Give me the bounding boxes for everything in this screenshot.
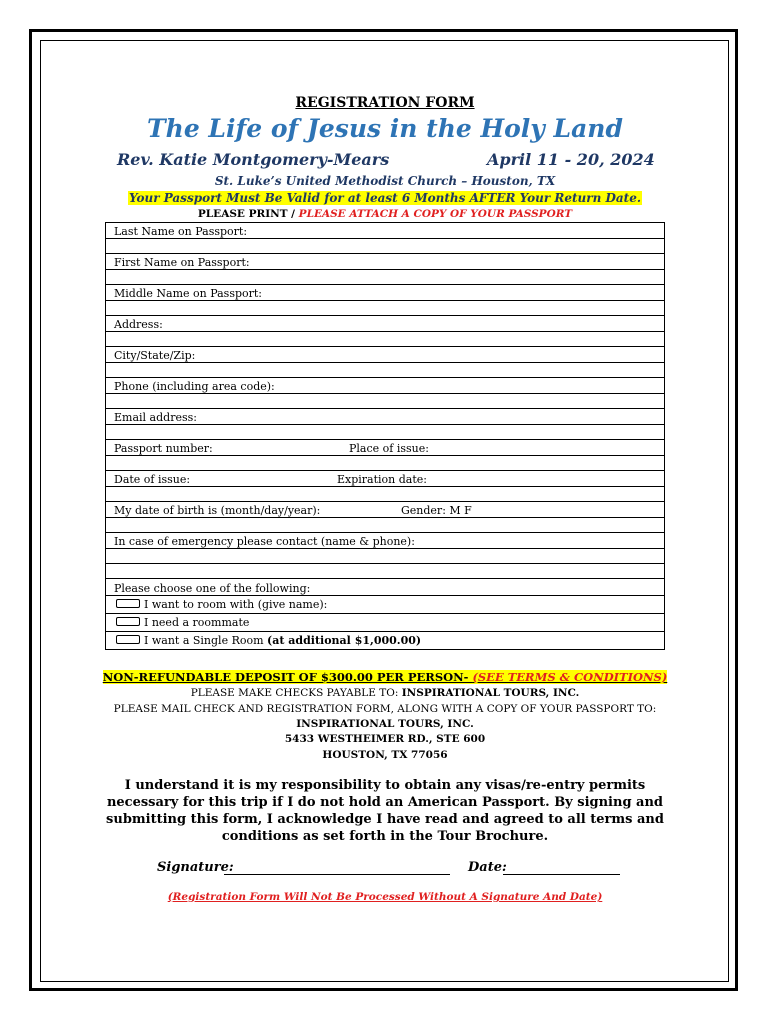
field-label: Please choose one of the following: (114, 582, 311, 595)
field-line[interactable] (105, 270, 665, 285)
field-label: Date of issue: (114, 473, 191, 486)
signature-disclaimer: (Registration Form Will Not Be Processed Without A Signature And Date) (167, 891, 603, 903)
field-line[interactable] (105, 301, 665, 316)
form-heading: REGISTRATION FORM (295, 95, 475, 111)
field-dob[interactable] (105, 502, 665, 518)
mailing-address-line1: INSPIRATIONAL TOURS, INC. (296, 718, 474, 730)
field-email[interactable] (105, 409, 665, 425)
field-line[interactable] (105, 549, 665, 564)
passport-validity-note: Your Passport Must Be Valid for at least 6 Months AFTER Your Return Date. (128, 191, 642, 205)
field-line[interactable] (105, 518, 665, 533)
field-label-gender: Gender: M F (401, 504, 472, 517)
field-label: First Name on Passport: (114, 256, 250, 269)
mail-instructions: PLEASE MAIL CHECK AND REGISTRATION FORM, ALONG WITH A COPY OF YOUR PASSPORT TO: (113, 703, 657, 715)
agreement-text: I understand it is my responsibility to obtain any visas/re-entry permits necessary for this trip if I do not hold an American Passport. By signing and submitting this form, I acknowledge I have read and agreed to all terms and conditions as set forth in the Tour Brochure. (106, 778, 664, 844)
registration-form-table (105, 222, 665, 650)
field-label: Phone (including area code): (114, 380, 275, 393)
signature-label: Signature: (157, 860, 234, 875)
terms-link[interactable]: (SEE TERMS & CONDITIONS) (472, 670, 668, 684)
date-label: Date: (468, 860, 507, 875)
tour-title: The Life of Jesus in the Holy Land (147, 114, 623, 143)
date-field[interactable] (503, 874, 620, 875)
field-emergency-contact[interactable] (105, 533, 665, 549)
checkbox-need-roommate[interactable] (116, 617, 140, 626)
single-room-cost: (at additional $1,000.00) (267, 634, 422, 647)
field-line[interactable] (105, 425, 665, 440)
signature-field[interactable] (224, 874, 450, 875)
room-choice-heading (105, 579, 665, 596)
field-label: Email address: (114, 411, 197, 424)
field-label: Last Name on Passport: (114, 225, 248, 238)
field-line[interactable] (105, 239, 665, 254)
field-label: City/State/Zip: (114, 349, 196, 362)
field-line[interactable] (105, 332, 665, 347)
field-line[interactable] (105, 456, 665, 471)
field-label: My date of birth is (month/day/year): (114, 504, 321, 517)
field-middle-name[interactable] (105, 285, 665, 301)
mailing-address-line3: HOUSTON, TX 77056 (322, 749, 448, 761)
field-last-name[interactable] (105, 223, 665, 239)
single-room-label: I want a Single Room (144, 634, 268, 647)
tour-dates: April 11 - 20, 2024 (487, 150, 655, 169)
checkbox-single-room[interactable] (116, 635, 140, 644)
payee-name: INSPIRATIONAL TOURS, INC. (401, 687, 580, 699)
field-line[interactable] (105, 394, 665, 409)
checkbox-room-with[interactable] (116, 599, 140, 608)
tour-leader: Rev. Katie Montgomery-Mears (117, 150, 390, 169)
option-label (144, 633, 421, 648)
field-label: Passport number: (114, 442, 213, 455)
field-city-state-zip[interactable] (105, 347, 665, 363)
checks-payable-line (0, 686, 770, 701)
field-label: Middle Name on Passport: (114, 287, 263, 300)
field-address[interactable] (105, 316, 665, 332)
church-name: St. Luke’s United Methodist Church – Houston, TX (214, 174, 556, 188)
print-instruction: PLEASE PRINT / (197, 208, 299, 220)
field-label-expiration: Expiration date: (337, 473, 427, 486)
field-line[interactable] (105, 363, 665, 378)
field-date-of-issue[interactable] (105, 471, 665, 487)
room-option-room-with[interactable] (105, 596, 665, 614)
field-label: Address: (114, 318, 163, 331)
field-first-name[interactable] (105, 254, 665, 270)
room-option-single-room[interactable] (105, 632, 665, 650)
deposit-line (0, 670, 770, 684)
mailing-address-line2: 5433 WESTHEIMER RD., STE 600 (284, 733, 486, 745)
passport-note-line (0, 191, 770, 205)
deposit-amount: NON-REFUNDABLE DEPOSIT OF $300.00 PER PERSON- (102, 670, 473, 684)
field-label: In case of emergency please contact (name & phone): (114, 535, 415, 548)
print-note (0, 208, 770, 220)
field-line[interactable] (105, 564, 665, 579)
checks-payable-text: PLEASE MAKE CHECKS PAYABLE TO: (190, 687, 402, 699)
attach-passport-note: PLEASE ATTACH A COPY OF YOUR PASSPORT (298, 208, 573, 220)
field-phone[interactable] (105, 378, 665, 394)
field-label-place-of-issue: Place of issue: (349, 442, 429, 455)
room-option-need-roommate[interactable] (105, 614, 665, 632)
option-label: I need a roommate (144, 616, 250, 629)
field-passport-number[interactable] (105, 440, 665, 456)
field-line[interactable] (105, 487, 665, 502)
option-label: I want to room with (give name): (144, 598, 328, 611)
deposit-text (103, 670, 668, 684)
